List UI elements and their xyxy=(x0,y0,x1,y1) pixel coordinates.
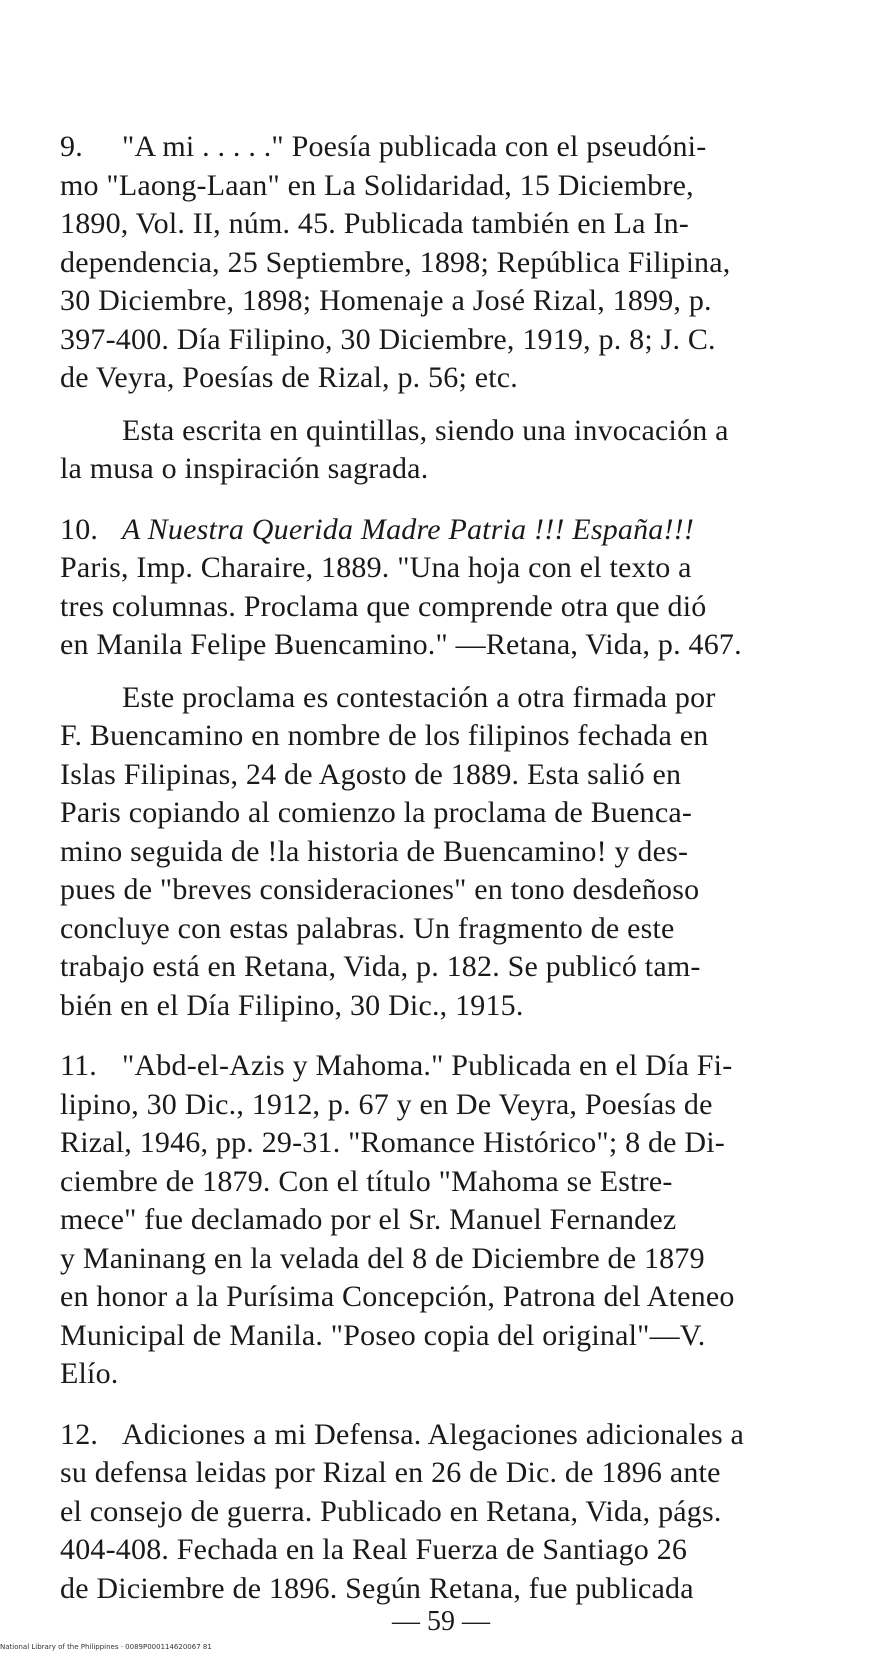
entry-line: Municipal de Manila. "Poseo copia del original"—V. xyxy=(60,1318,706,1352)
entry-line: dependencia, 25 Septiembre, 1898; República Filipina, xyxy=(60,245,731,279)
entry-12 xyxy=(60,1416,850,1609)
note-line: Este proclama es contestación a otra firmada por xyxy=(122,680,716,714)
note-line: concluye con estas palabras. Un fragmento de este xyxy=(60,911,675,945)
entry-line: 404-408. Fechada en la Real Fuerza de Santiago 26 xyxy=(60,1533,688,1566)
entry-line: Rizal, 1946, pp. 29-31. "Romance Histórico"; 8 de Di- xyxy=(60,1126,725,1159)
note-line: trabajo está en Retana, Vida, p. 182. Se publicó tam- xyxy=(60,950,701,983)
entry-line: Elío. xyxy=(60,1357,119,1390)
entry-line: 11. "Abd-el-Azis y Mahoma." Publicada en el Día Fi- xyxy=(60,1047,850,1086)
note-line: Islas Filipinas, 24 de Agosto de 1889. Esta salió en xyxy=(60,757,682,791)
entry-line: lipino, 30 Dic., 1912, p. 67 y en De Veyra, Poesías de xyxy=(60,1087,713,1121)
entry-line: 30 Diciembre, 1898; Homenaje a José Rizal, 1899, p. xyxy=(60,284,712,317)
note-line: F. Buencamino en nombre de los filipinos fechada en xyxy=(60,719,709,752)
entry-number: 11. xyxy=(60,1049,97,1082)
entry-line: mo "Laong-Laan" en La Solidaridad, 15 Diciembre, xyxy=(60,168,694,202)
entry-line: su defensa leidas por Rizal en 26 de Dic. de 1896 ante xyxy=(60,1456,721,1489)
entry-line: en Manila Felipe Buencamino." —Retana, Vida, p. 467. xyxy=(60,628,742,661)
entry-line: 12. Adiciones a mi Defensa. Alegaciones adicionales a xyxy=(60,1416,850,1455)
note-line: la musa o inspiración sagrada. xyxy=(60,452,429,485)
entry-9 xyxy=(60,128,850,489)
entry-line: tres columnas. Proclama que comprende otra que dió xyxy=(60,589,707,623)
note-line: bién en el Día Filipino, 30 Dic., 1915. xyxy=(60,988,524,1022)
document-page xyxy=(60,128,850,1608)
note-line: Esta escrita en quintillas, siendo una invocación a xyxy=(122,413,729,447)
entry-line: 9. "A mi . . . . ." Poesía publicada con el pseudóni- xyxy=(60,128,850,167)
entry-line: 10. A Nuestra Querida Madre Patria !!! España!!! xyxy=(60,511,850,550)
entry-line: y Maninang en la velada del 8 de Diciembre de 1879 xyxy=(60,1241,705,1275)
note-line: pues de "breves consideraciones" en tono desdeñoso xyxy=(60,873,700,906)
entry-10 xyxy=(60,511,850,1026)
entry-number: 9. xyxy=(60,130,83,163)
entry-line: Paris, Imp. Charaire, 1889. "Una hoja con el texto a xyxy=(60,551,692,584)
page-number: — 59 — xyxy=(392,1606,490,1637)
archive-footer: National Library of the Philippines · 0089P000114620067 81 xyxy=(0,1643,212,1651)
entry-line: de Diciembre de 1896. Según Retana, fue publicada xyxy=(60,1571,694,1605)
entry-line: mece" fue declamado por el Sr. Manuel Fernandez xyxy=(60,1203,677,1236)
entry-line: el consejo de guerra. Publicado en Retana, Vida, págs. xyxy=(60,1494,722,1528)
entry-line: 1890, Vol. II, núm. 45. Publicada también en La In- xyxy=(60,207,689,240)
entry-11 xyxy=(60,1047,850,1394)
note-line: mino seguida de !la historia de Buencamino! y des- xyxy=(60,834,689,868)
entry-line: 397-400. Día Filipino, 30 Diciembre, 1919, p. 8; J. C. xyxy=(60,322,716,356)
entry-number: 10. xyxy=(60,512,99,546)
note-line: Paris copiando al comienzo la proclama de Buenca- xyxy=(60,796,693,829)
entry-number: 12. xyxy=(60,1417,99,1451)
entry-line: de Veyra, Poesías de Rizal, p. 56; etc. xyxy=(60,361,518,394)
entry-line: en honor a la Purísima Concepción, Patrona del Ateneo xyxy=(60,1280,735,1313)
entry-line: ciembre de 1879. Con el título "Mahoma se Estre- xyxy=(60,1164,673,1198)
